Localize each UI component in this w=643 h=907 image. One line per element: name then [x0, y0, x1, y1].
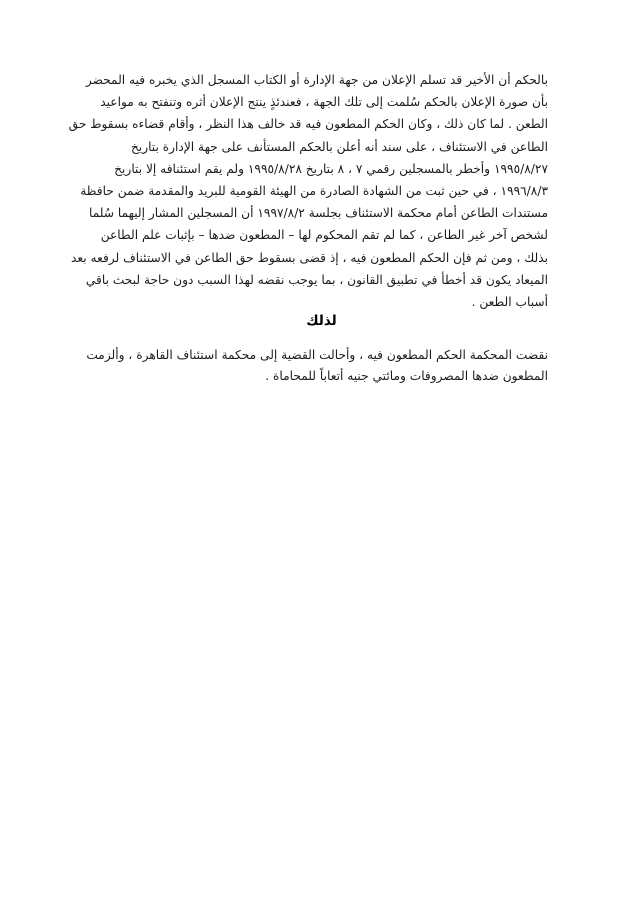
text-line: بالحكم أن الأخير قد تسلم الإعلان من جهة الإدارة أو الكتاب المسجل الذي يخبره فيه المحضر — [85, 73, 548, 87]
text-line: الطعن . لما كان ذلك ، وكان الحكم المطعون فيه قد خالف هذا النظر ، وأقام قضاءه بسقوط حق — [68, 117, 548, 132]
text-line: ١٩٩٥/٨/٢٧ وأخطر بالمسجلين رقمي ٧ ، ٨ بتاريخ ١٩٩٥/٨/٢٨ ولم يقم استئنافه إلا بتاريخ — [114, 161, 548, 176]
text-line: لشخص آخر غير الطاعن ، كما لم تقم المحكوم لها – المطعون ضدها – بإثبات علم الطاعن — [100, 228, 548, 243]
text-line: أسباب الطعن . — [471, 295, 548, 310]
text-line: بأن صورة الإعلان بالحكم سُلمت إلى تلك الجهة ، فعندئذٍ ينتج الإعلان أثره وتنفتح به مواعيد — [100, 95, 548, 110]
text-line: نقضت المحكمة الحكم المطعون فيه ، وأحالت القضية إلى محكمة استئناف القاهرة ، وألزمت — [86, 348, 548, 362]
text-line: المطعون ضدها المصروفات ومائتي جنيه أتعاباً للمحاماة . — [265, 369, 548, 383]
body-paragraph-ruling — [86, 345, 548, 387]
text-line: ١٩٩٦/٨/٣ ، في حين ثبت من الشهادة الصادرة من الهيئة القومية للبريد والمقدمة ضمن حافظة — [80, 184, 548, 199]
text-line: مستندات الطاعن أمام محكمة الاستئناف بجلسة ١٩٩٧/٨/٢ أن المسجلين المشار إليهما سُلما — [89, 206, 548, 221]
text-line: الميعاد يكون قد أخطأ في تطبيق القانون ، بما يوجب نقضه لهذا السبب دون حاجة لبحث باقي — [85, 272, 548, 287]
text-line: بذلك ، ومن ثم فإن الحكم المطعون فيه ، إذ قضى بسقوط حق الطاعن في الاستئناف لرفعه بعد — [71, 250, 548, 265]
text-line: الطاعن في الاستئناف ، على سند أنه أعلن بالحكم المستأنف على جهة الإدارة بتاريخ — [130, 139, 548, 154]
section-heading: لذلك — [306, 313, 337, 329]
body-paragraph-reasoning — [68, 69, 548, 313]
